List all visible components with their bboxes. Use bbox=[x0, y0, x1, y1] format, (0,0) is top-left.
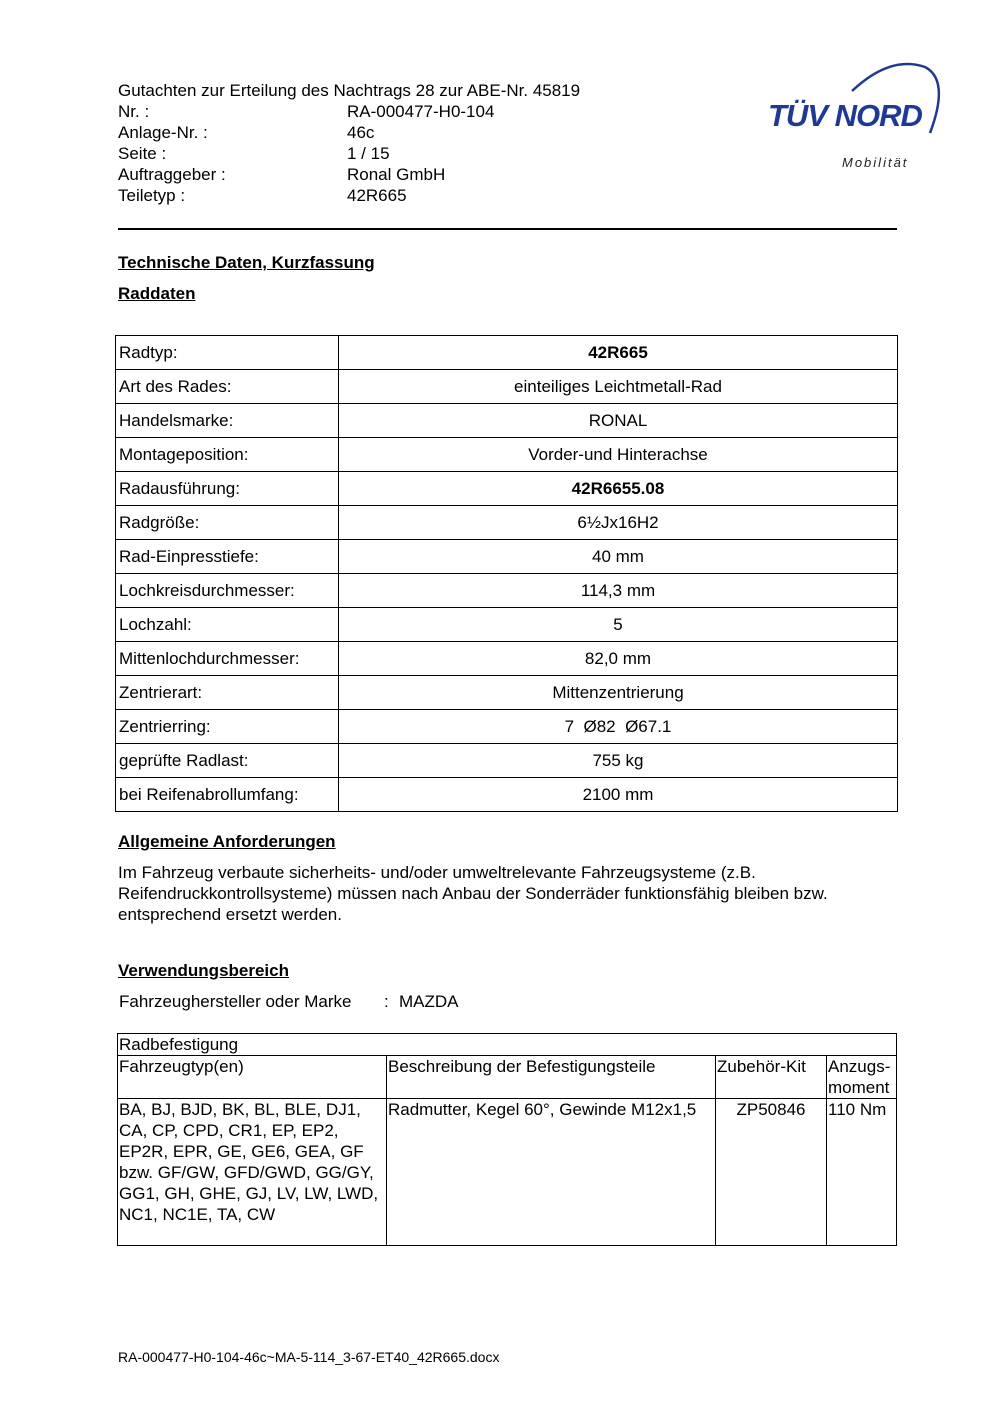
raddaten-label: Radausführung: bbox=[116, 472, 339, 506]
column-header: Beschreibung der Befestigungsteile bbox=[387, 1056, 716, 1099]
header-value-auftraggeber: Ronal GmbH bbox=[347, 165, 446, 184]
header-label-teiletyp: Teiletyp : bbox=[118, 186, 186, 205]
raddaten-value: RONAL bbox=[339, 404, 898, 438]
raddaten-label: geprüfte Radlast: bbox=[116, 744, 339, 778]
raddaten-label: Zentrierart: bbox=[116, 676, 339, 710]
logo-subtitle: Mobilität bbox=[842, 155, 909, 170]
header-label-auftraggeber: Auftraggeber : bbox=[118, 165, 226, 184]
table-row bbox=[116, 438, 898, 472]
table-row bbox=[116, 676, 898, 710]
table-header-row bbox=[118, 1056, 897, 1099]
raddaten-label: Radgröße: bbox=[116, 506, 339, 540]
radbefestigung-table bbox=[117, 1033, 897, 1246]
raddaten-label: Art des Rades: bbox=[116, 370, 339, 404]
column-header: Anzugs- moment bbox=[827, 1056, 897, 1099]
raddaten-value: 82,0 mm bbox=[339, 642, 898, 676]
document-title: Gutachten zur Erteilung des Nachtrags 28 zur ABE-Nr. 45819 bbox=[118, 81, 581, 100]
manufacturer-label: Fahrzeughersteller oder Marke bbox=[119, 992, 352, 1011]
table-row bbox=[116, 404, 898, 438]
table-row bbox=[116, 778, 898, 812]
table-row bbox=[116, 642, 898, 676]
column-header: Fahrzeugtyp(en) bbox=[118, 1056, 387, 1099]
table-row bbox=[116, 506, 898, 540]
table-row bbox=[116, 710, 898, 744]
fastener-description-cell: Radmutter, Kegel 60°, Gewinde M12x1,5 bbox=[387, 1099, 716, 1246]
raddaten-value: 755 kg bbox=[339, 744, 898, 778]
table-row bbox=[116, 574, 898, 608]
raddaten-label: Lochkreisdurchmesser: bbox=[116, 574, 339, 608]
heading-raddaten: Raddaten bbox=[118, 284, 196, 303]
raddaten-label: bei Reifenabrollumfang: bbox=[116, 778, 339, 812]
raddaten-value: 114,3 mm bbox=[339, 574, 898, 608]
header-label-anlage: Anlage-Nr. : bbox=[118, 123, 208, 142]
header-label-seite: Seite : bbox=[118, 144, 167, 163]
raddaten-value: einteiliges Leichtmetall-Rad bbox=[339, 370, 898, 404]
radbefestigung-title: Radbefestigung bbox=[118, 1034, 897, 1056]
raddaten-value: Mittenzentrierung bbox=[339, 676, 898, 710]
tuev-nord-logo bbox=[760, 55, 945, 175]
header-label-nr: Nr. : bbox=[118, 102, 150, 121]
raddaten-value: 2100 mm bbox=[339, 778, 898, 812]
raddaten-value: 40 mm bbox=[339, 540, 898, 574]
manufacturer-separator: : bbox=[384, 992, 389, 1011]
header-value-nr: RA-000477-H0-104 bbox=[347, 102, 495, 121]
column-header: Zubehör-Kit bbox=[716, 1056, 827, 1099]
header-value-anlage: 46c bbox=[347, 123, 375, 142]
heading-verwendungsbereich: Verwendungsbereich bbox=[118, 961, 289, 980]
vehicle-types-cell: BA, BJ, BJD, BK, BL, BLE, DJ1, CA, CP, CPD, CR1, EP, EP2, EP2R, EPR, GE, GE6, GEA, GF bzw. GF/GW, GFD/GWD, GG/GY, GG1, GH, GHE, GJ, LV, LW, LWD, NC1, NC1E, TA, CW bbox=[118, 1099, 387, 1246]
logo-name: TÜV NORD bbox=[768, 98, 922, 133]
table-row bbox=[116, 336, 898, 370]
table-row bbox=[116, 370, 898, 404]
raddaten-value: 42R665 bbox=[339, 336, 898, 370]
allgemein-paragraph: Im Fahrzeug verbaute sicherheits- und/oder umweltrelevante Fahrzeugsysteme (z.B. Reifendruckkontrollsysteme) müssen nach Anbau der Sonderräder funktionsfähig bleiben bzw. entsprechend ersetzt werden. bbox=[118, 863, 828, 924]
heading-allgemeine-anforderungen: Allgemeine Anforderungen bbox=[118, 832, 336, 851]
table-row bbox=[118, 1099, 897, 1246]
raddaten-value: 5 bbox=[339, 608, 898, 642]
table-row bbox=[116, 472, 898, 506]
accessory-kit-cell: ZP50846 bbox=[716, 1099, 827, 1246]
raddaten-value: 6½Jx16H2 bbox=[339, 506, 898, 540]
raddaten-label: Handelsmarke: bbox=[116, 404, 339, 438]
raddaten-label: Lochzahl: bbox=[116, 608, 339, 642]
raddaten-label: Rad-Einpresstiefe: bbox=[116, 540, 339, 574]
table-row bbox=[116, 540, 898, 574]
footer-filename: RA-000477-H0-104-46c~MA-5-114_3-67-ET40_42R665.docx bbox=[118, 1349, 500, 1365]
raddaten-label: Montageposition: bbox=[116, 438, 339, 472]
torque-cell: 110 Nm bbox=[827, 1099, 897, 1246]
raddaten-value: 42R6655.08 bbox=[339, 472, 898, 506]
heading-technische-daten: Technische Daten, Kurzfassung bbox=[118, 253, 375, 272]
header-value-seite: 1 / 15 bbox=[347, 144, 390, 163]
raddaten-label: Mittenlochdurchmesser: bbox=[116, 642, 339, 676]
table-row bbox=[116, 608, 898, 642]
raddaten-label: Zentrierring: bbox=[116, 710, 339, 744]
raddaten-label: Radtyp: bbox=[116, 336, 339, 370]
table-title-row bbox=[118, 1034, 897, 1056]
table-row bbox=[116, 744, 898, 778]
header-divider bbox=[118, 228, 897, 230]
raddaten-table bbox=[115, 335, 898, 812]
raddaten-value: 7 Ø82 Ø67.1 bbox=[339, 710, 898, 744]
raddaten-value: Vorder-und Hinterachse bbox=[339, 438, 898, 472]
manufacturer-value: MAZDA bbox=[399, 992, 459, 1011]
header-value-teiletyp: 42R665 bbox=[347, 186, 407, 205]
